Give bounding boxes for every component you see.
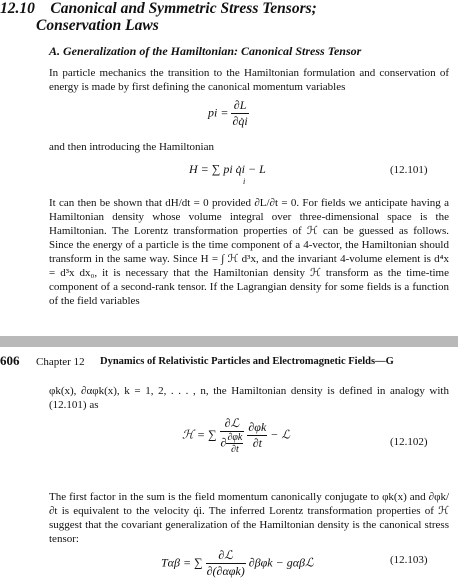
page-number: 606	[0, 353, 20, 368]
fraction: ∂ℒ ∂ $\frac{\partial\varphi k}{\partial t}$	[220, 416, 243, 455]
equation-hamiltonian: H = ∑ pi q̇i − L	[189, 162, 266, 176]
sum-index: i	[243, 177, 246, 186]
equation-stress-tensor: Tαβ = ∑ $\frac{\text{∂ℒ}}{\text{∂(∂αφk)}}$ ∂βφk − gαβℒ	[161, 548, 314, 578]
equation-number-12-103: (12.103)	[390, 554, 428, 566]
section-title-line1: Canonical and Symmetric Stress Tensors;	[50, 0, 317, 17]
equation-momentum: pi = $\frac{\partial L}{\partial q̇i}$	[208, 98, 248, 128]
page-separator	[0, 336, 458, 347]
equation-hamiltonian-density: ℋ = ∑ ∂ℒ ∂ $\frac{\partial\varphi k}{\partial t}$ $\frac{\partial\varphi k}{\partial t}$ − ℒ	[182, 416, 291, 455]
fraction: $\frac{\partial\varphi k}{\partial t}$	[248, 420, 267, 450]
subsection-title: A. Generalization of the Hamiltonian: Canonical Stress Tensor	[49, 44, 362, 58]
paragraph-4: φk(x), ∂αφk(x), k = 1, 2, . . . , n, the Hamiltonian density is defined in analogy with (12.101) as	[49, 385, 449, 411]
chapter-label: Chapter 12	[36, 356, 85, 368]
paragraph-5: The first factor in the sum is the field momentum canonically conjugate to φk(x) and ∂φk/∂t is equivalent to the velocity q̇i. The inferred Lorentz transformation properties of ℋ suggest that the covariant generalization of the Hamiltonian density is the canonical stress tensor:	[49, 491, 449, 545]
paragraph-3: It can then be shown that dH/dt = 0 provided ∂L/∂t = 0. For fields we anticipate having a Hamiltonian density whose volume integral over three-dimensional space is the Hamiltonian. The Lorentz transformation properties of ℋ can be guessed as follows. Since the energy of a particle is the time component of a 4-vector, the Hamiltonian should transform in the same way. Since H = ∫ ℋ d³x, and the invariant 4-volume element is d⁴x = d³x dx₀, it is necessary that the Hamiltonian density ℋ transform as the time-time component of a second-rank tensor. If the Lagrangian density for some fields is a function of the field variables	[49, 197, 449, 307]
paragraph-2: and then introducing the Hamiltonian	[49, 141, 214, 153]
section-title-line2: Conservation Laws	[36, 17, 159, 34]
fraction: $\frac{\text{∂ℒ}}{\text{∂(∂αφk)}}$	[206, 548, 245, 578]
equation-number-12-101: (12.101)	[390, 164, 428, 176]
section-heading-line1	[0, 0, 317, 18]
running-title: Dynamics of Relativistic Particles and Electromagnetic Fields—G	[100, 356, 394, 367]
fraction: $\frac{\partial L}{\partial q̇i}$	[232, 98, 248, 128]
equation-number-12-102: (12.102)	[390, 436, 428, 448]
section-number: 12.10	[0, 0, 35, 17]
paragraph-1: In particle mechanics the transition to the Hamiltonian formulation and conservation of energy is made by first defining the canonical momentum variables	[49, 67, 449, 93]
